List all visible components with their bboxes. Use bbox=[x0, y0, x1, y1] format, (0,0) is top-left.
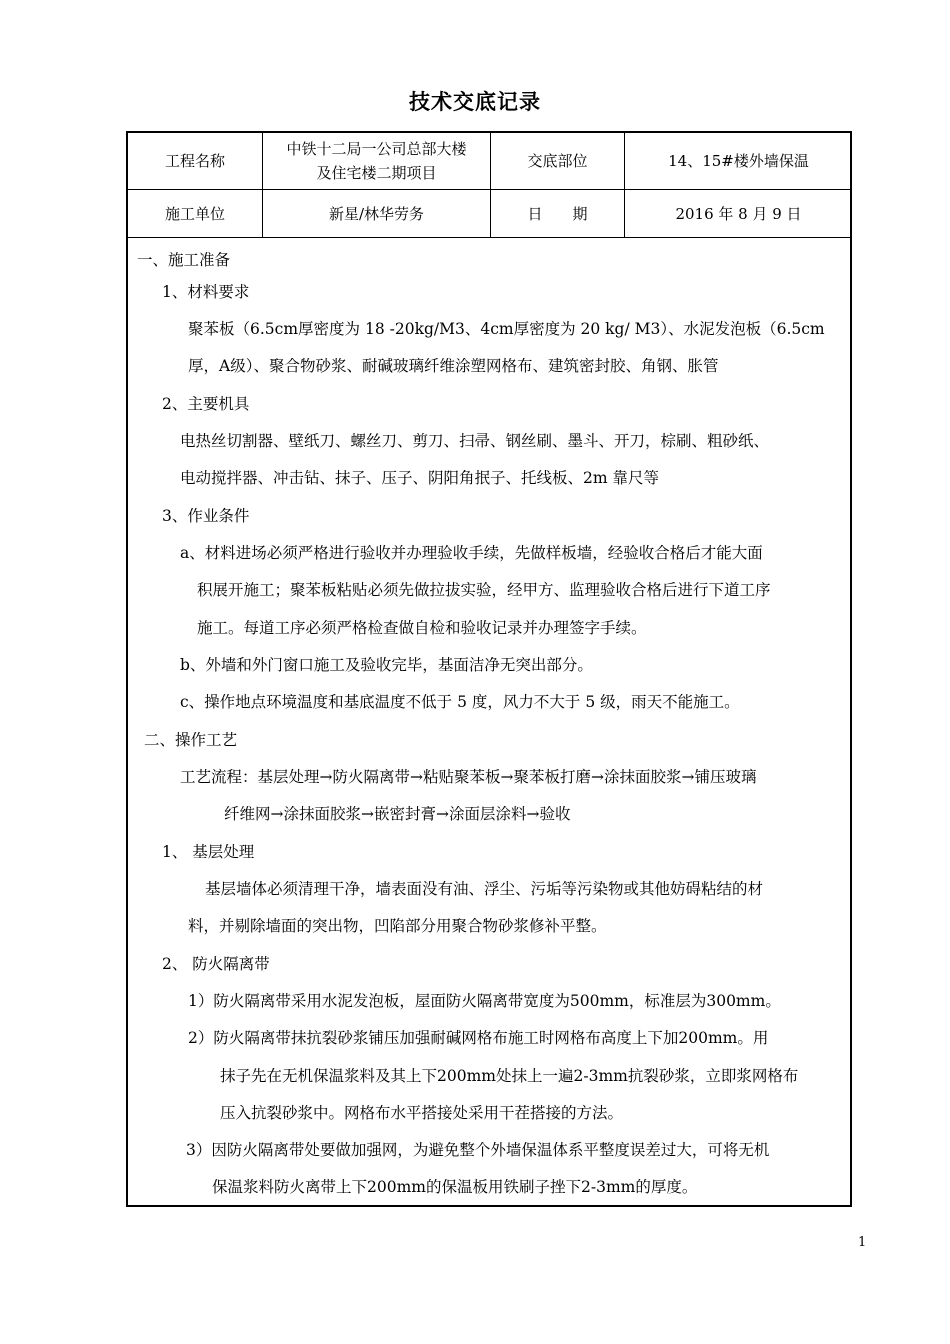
project-name-line-1: 中铁十二局一公司总部大楼 bbox=[286, 140, 467, 158]
paragraph-line: 电热丝切割器、壁纸刀、螺丝刀、剪刀、扫帚、钢丝刷、墨斗、开刀，棕刷、粗砂纸、 bbox=[180, 432, 770, 450]
row-divider bbox=[128, 237, 850, 238]
project-name-value bbox=[263, 133, 490, 189]
paragraph-line: b、外墙和外门窗口施工及验收完毕，基面洁净无突出部分。 bbox=[180, 656, 593, 674]
paragraph-line: 厚，A级）、聚合物砂浆、耐碱玻璃纤维涂塑网格布、建筑密封胶、角钢、胀管 bbox=[188, 357, 719, 375]
paragraph-line: 电动搅拌器、冲击钻、抹子、压子、阴阳角抿子、托线板、2m 靠尺等 bbox=[180, 469, 659, 487]
paragraph-line: a、材料进场必须严格进行验收并办理验收手续，先做样板墙，经验收合格后才能大面 bbox=[180, 544, 763, 562]
section-heading: 二、操作工艺 bbox=[144, 731, 238, 749]
subsection-heading: 1、 基层处理 bbox=[162, 843, 255, 861]
disclosure-part-value: 14、15#楼外墙保温 bbox=[668, 152, 809, 170]
paragraph-line: 保温浆料防火离带上下200mm的保温板用铁刷子挫下2-3mm的厚度。 bbox=[212, 1178, 698, 1196]
paragraph-line: 1）防火隔离带采用水泥发泡板，屋面防火隔离带宽度为500mm，标准层为300mm。 bbox=[188, 992, 781, 1010]
paragraph-line: 压入抗裂砂浆中。网格布水平搭接处采用干茬搭接的方法。 bbox=[220, 1104, 624, 1122]
paragraph-line: 2）防火隔离带抹抗裂砂浆铺压加强耐碱网格布施工时网格布高度上下加200mm。用 bbox=[188, 1029, 769, 1047]
construction-unit-label: 施工单位 bbox=[164, 204, 225, 223]
subsection-heading: 2、主要机具 bbox=[162, 395, 250, 413]
project-name-label: 工程名称 bbox=[164, 152, 225, 170]
paragraph-line: c、操作地点环境温度和基底温度不低于 5 度，风力不大于 5 级，雨天不能施工。 bbox=[180, 693, 740, 711]
paragraph-line: 施工。每道工序必须严格检查做自检和验收记录并办理签字手续。 bbox=[197, 619, 647, 637]
paragraph-line: 基层墙体必须清理干净，墙表面没有油、浮尘、污垢等污染物或其他妨碍粘结的材 bbox=[205, 880, 764, 898]
paragraph-line: 抹子先在无机保温浆料及其上下200mm处抹上一遍2-3mm抗裂砂浆，立即浆网格布 bbox=[220, 1067, 799, 1085]
paragraph-line: 工艺流程：基层处理→防火隔离带→粘贴聚苯板→聚苯板打磨→涂抹面胶浆→铺压玻璃 bbox=[180, 768, 757, 786]
construction-unit-value: 新星/林华劳务 bbox=[328, 204, 425, 223]
project-name-line-2: 及住宅楼二期项目 bbox=[316, 164, 437, 182]
paragraph-line: 聚苯板（6.5cm厚密度为 18 -20kg/M3、4cm厚密度为 20 kg/ M3）、水泥发泡板（6.5cm bbox=[188, 320, 825, 338]
date-label: 日 期 bbox=[527, 204, 588, 223]
paragraph-line: 纤维网→涂抹面胶浆→嵌密封膏→涂面层涂料→验收 bbox=[224, 805, 571, 823]
subsection-heading: 1、材料要求 bbox=[162, 283, 250, 301]
subsection-heading: 2、 防火隔离带 bbox=[162, 955, 270, 973]
subsection-heading: 3、作业条件 bbox=[162, 507, 250, 525]
page-number: 1 bbox=[858, 1235, 867, 1250]
document-title: 技术交底记录 bbox=[409, 90, 541, 114]
disclosure-part-label: 交底部位 bbox=[527, 152, 588, 170]
paragraph-line: 料，并剔除墙面的突出物，凹陷部分用聚合物砂浆修补平整。 bbox=[188, 917, 607, 935]
paragraph-line: 积展开施工；聚苯板粘贴必须先做拉拔实验，经甲方、监理验收合格后进行下道工序 bbox=[197, 581, 771, 599]
date-value: 2016 年 8 月 9 日 bbox=[675, 204, 802, 223]
section-heading: 一、施工准备 bbox=[137, 251, 231, 269]
paragraph-line: 3）因防火隔离带处要做加强网，为避免整个外墙保温体系平整度误差过大，可将无机 bbox=[186, 1141, 770, 1159]
